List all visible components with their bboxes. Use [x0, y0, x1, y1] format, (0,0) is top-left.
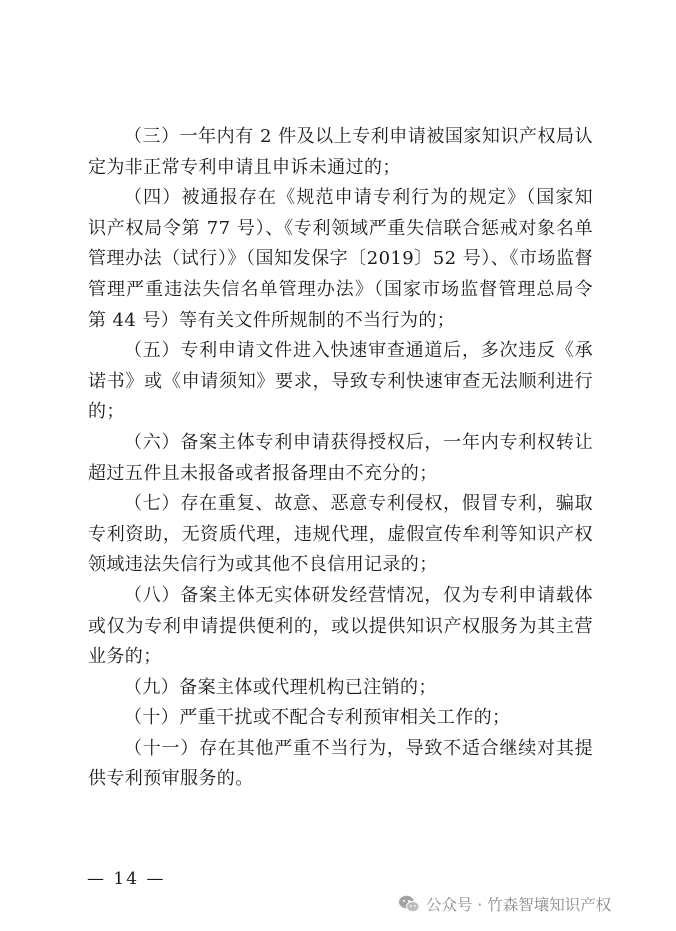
paragraph-item-9: （九）备案主体或代理机构已注销的；	[124, 676, 437, 698]
paragraph-item-4: （四）被通报存在《规范申请专利行为的规定》（国家知识产权局令第 77 号）、《专利领域严重失信联合惩戒对象名单管理办法（试行）》（国知发保字〔2019〕52 号）、《市场监督管理严重违法失信名单管理办法》（国家市场监督管理总局令第 44 号）等有关文件所规制的不当行为的；	[88, 187, 593, 331]
watermark	[398, 893, 611, 915]
document-body	[88, 122, 593, 795]
paragraph-item-8: （八）备案主体无实体研发经营情况，仅为专利申请载体或仅为专利申请提供便利的，或以提供知识产权服务为其主营业务的；	[88, 584, 593, 668]
page-number: — 14 —	[87, 869, 166, 889]
paragraph-item-7: （七）存在重复、故意、恶意专利侵权，假冒专利，骗取专利资助，无资质代理，违规代理，虚假宣传牟利等知识产权领域违法失信行为或其他不良信用记录的；	[88, 493, 593, 576]
paragraph-item-10: （十）严重干扰或不配合专利预审相关工作的；	[124, 707, 511, 729]
paragraph-item-5: （五）专利申请文件进入快速审查通道后，多次违反《承诺书》或《申请须知》要求，导致专利快速审查无法顺利进行的；	[88, 340, 593, 423]
wechat-icon	[398, 894, 420, 914]
paragraph-item-3: （三）一年内有 2 件及以上专利申请被国家知识产权局认定为非正常专利申请且申诉未通过的；	[88, 126, 593, 178]
watermark-text: 公众号 · 竹森智壤知识产权	[426, 896, 612, 914]
paragraph-item-11: （十一）存在其他严重不当行为，导致不适合继续对其提供专利预审服务的。	[88, 737, 593, 790]
paragraph-item-6: （六）备案主体专利申请获得授权后，一年内专利权转让超过五件且未报备或者报备理由不充分的；	[88, 431, 593, 484]
